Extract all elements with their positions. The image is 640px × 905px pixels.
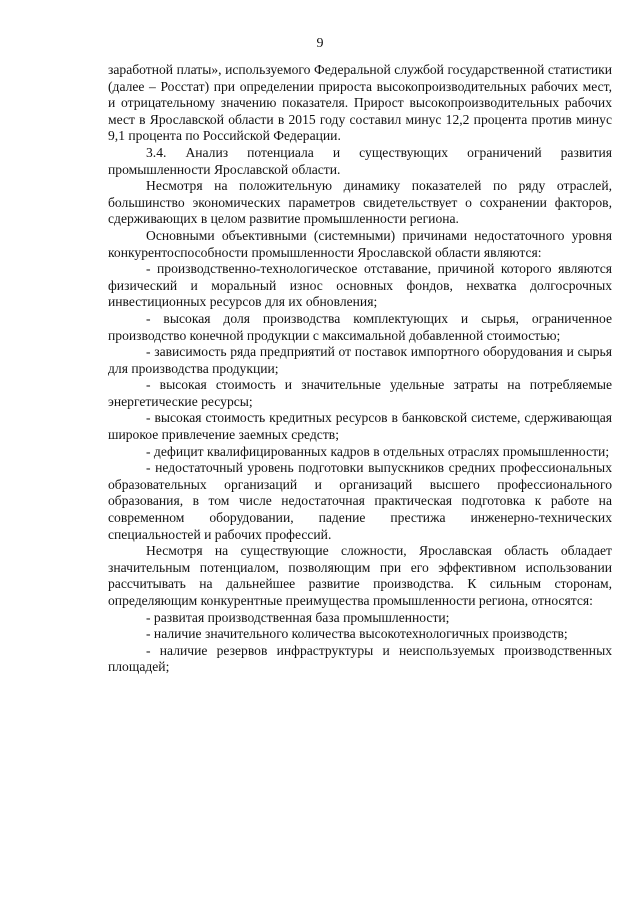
list-item: - высокая стоимость кредитных ресурсов в банковской системе, сдерживающая широкое привлечение заемных средств;	[108, 410, 612, 443]
list-item: - наличие резервов инфраструктуры и неиспользуемых производственных площадей;	[108, 642, 612, 675]
list-item: - недостаточный уровень подготовки выпускников средних профессиональных образовательных организаций и организаций высшего профессионального образования, в том числе недостаточная практическая подготовка к работе на современном оборудовании, падение престижа инженерно-технических специальностей и рабочих профессий.	[108, 460, 612, 542]
list-item: - высокая стоимость и значительные удельные затраты на потребляемые энергетические ресурсы;	[108, 377, 612, 409]
section-heading-3-4: 3.4. Анализ потенциала и существующих ограничений развития промышленности Ярославской области.	[108, 144, 612, 177]
document-body	[108, 62, 612, 676]
list-item: - производственно-технологическое отставание, причиной которого являются физический и моральный износ основных фондов, нехватка долгосрочных инвестиционных ресурсов для их обновления;	[108, 261, 612, 310]
paragraph: Несмотря на существующие сложности, Ярославская область обладает значительным потенциалом, позволяющим при его эффективном использовании рассчитывать на дальнейшее развитие производства. К сильным сторонам, определяющим конкурентные преимущества промышленности региона, относятся:	[108, 543, 612, 608]
list-item: - зависимость ряда предприятий от поставок импортного оборудования и сырья для производства продукции;	[108, 344, 612, 376]
paragraph-continuation: заработной платы», используемого Федеральной службой государственной статистики (далее – Росстат) при определении прироста высокопроизводительных рабочих мест, и отрицательному значению показателя. Прирост высокопроизводительных рабочих мест в Ярославской области в 2015 году составил минус 12,2 процента против минус 9,1 процента по Российской Федерации.	[108, 62, 612, 144]
list-item: - высокая доля производства комплектующих и сырья, ограниченное производство конечной продукции с максимальной добавленной стоимостью;	[108, 310, 612, 343]
page-number: 9	[316, 36, 324, 51]
list-item: - развитая производственная база промышленности;	[146, 609, 450, 625]
list-item: - дефицит квалифицированных кадров в отдельных отраслях промышленности;	[146, 443, 610, 459]
list-item: - наличие значительного количества высокотехнологичных производств;	[146, 626, 568, 642]
paragraph: Основными объективными (системными) причинами недостаточного уровня конкурентоспособности промышленности Ярославской области являются:	[108, 227, 612, 260]
paragraph: Несмотря на положительную динамику показателей по ряду отраслей, большинство экономических параметров свидетельствует о сохранении факторов, сдерживающих в целом развитие промышленности региона.	[108, 178, 612, 227]
